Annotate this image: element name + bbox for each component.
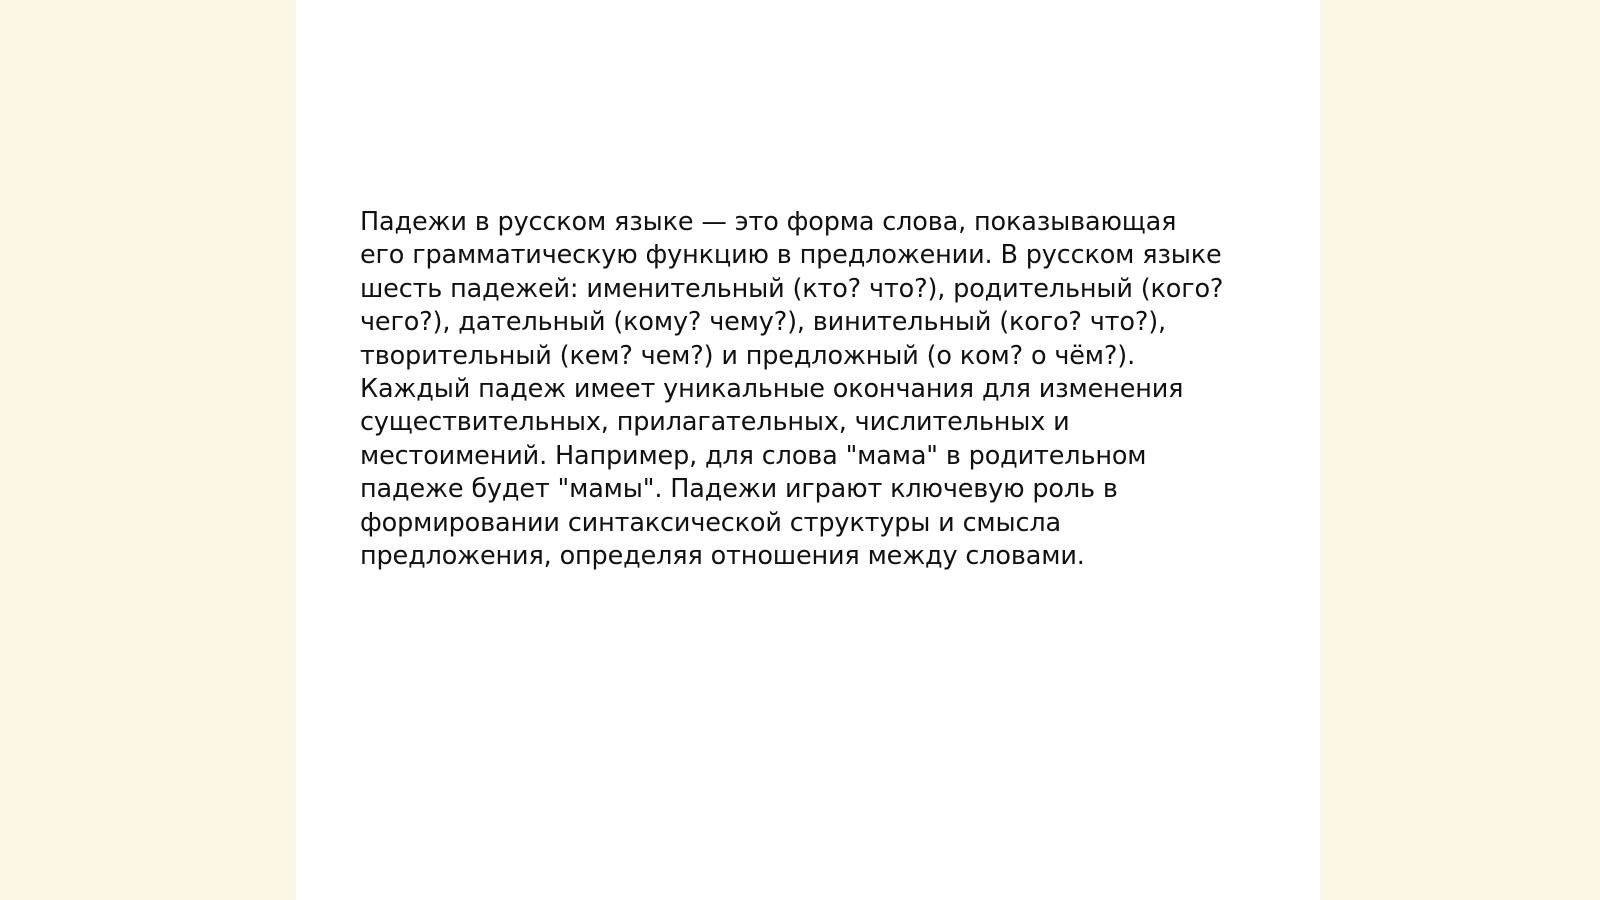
document-page	[296, 0, 1320, 900]
body-paragraph: Падежи в русском языке — это форма слова, показывающая его грамматическую функцию в предложении. В русском языке шесть падежей: именительный (кто? что?), родительный (кого? чего?), дательный (кому? чему?), винительный (кого? что?), творительный (кем? чем?) и предложный (о ком? о чём?). Каждый падеж имеет уникальные окончания для изменения существительных, прилагательных, числительных и местоимений. Например, для слова "мама" в родительном падеже будет "мамы". Падежи играют ключевую роль в формировании синтаксической структуры и смысла предложения, определяя отношения между словами.	[360, 207, 1224, 572]
